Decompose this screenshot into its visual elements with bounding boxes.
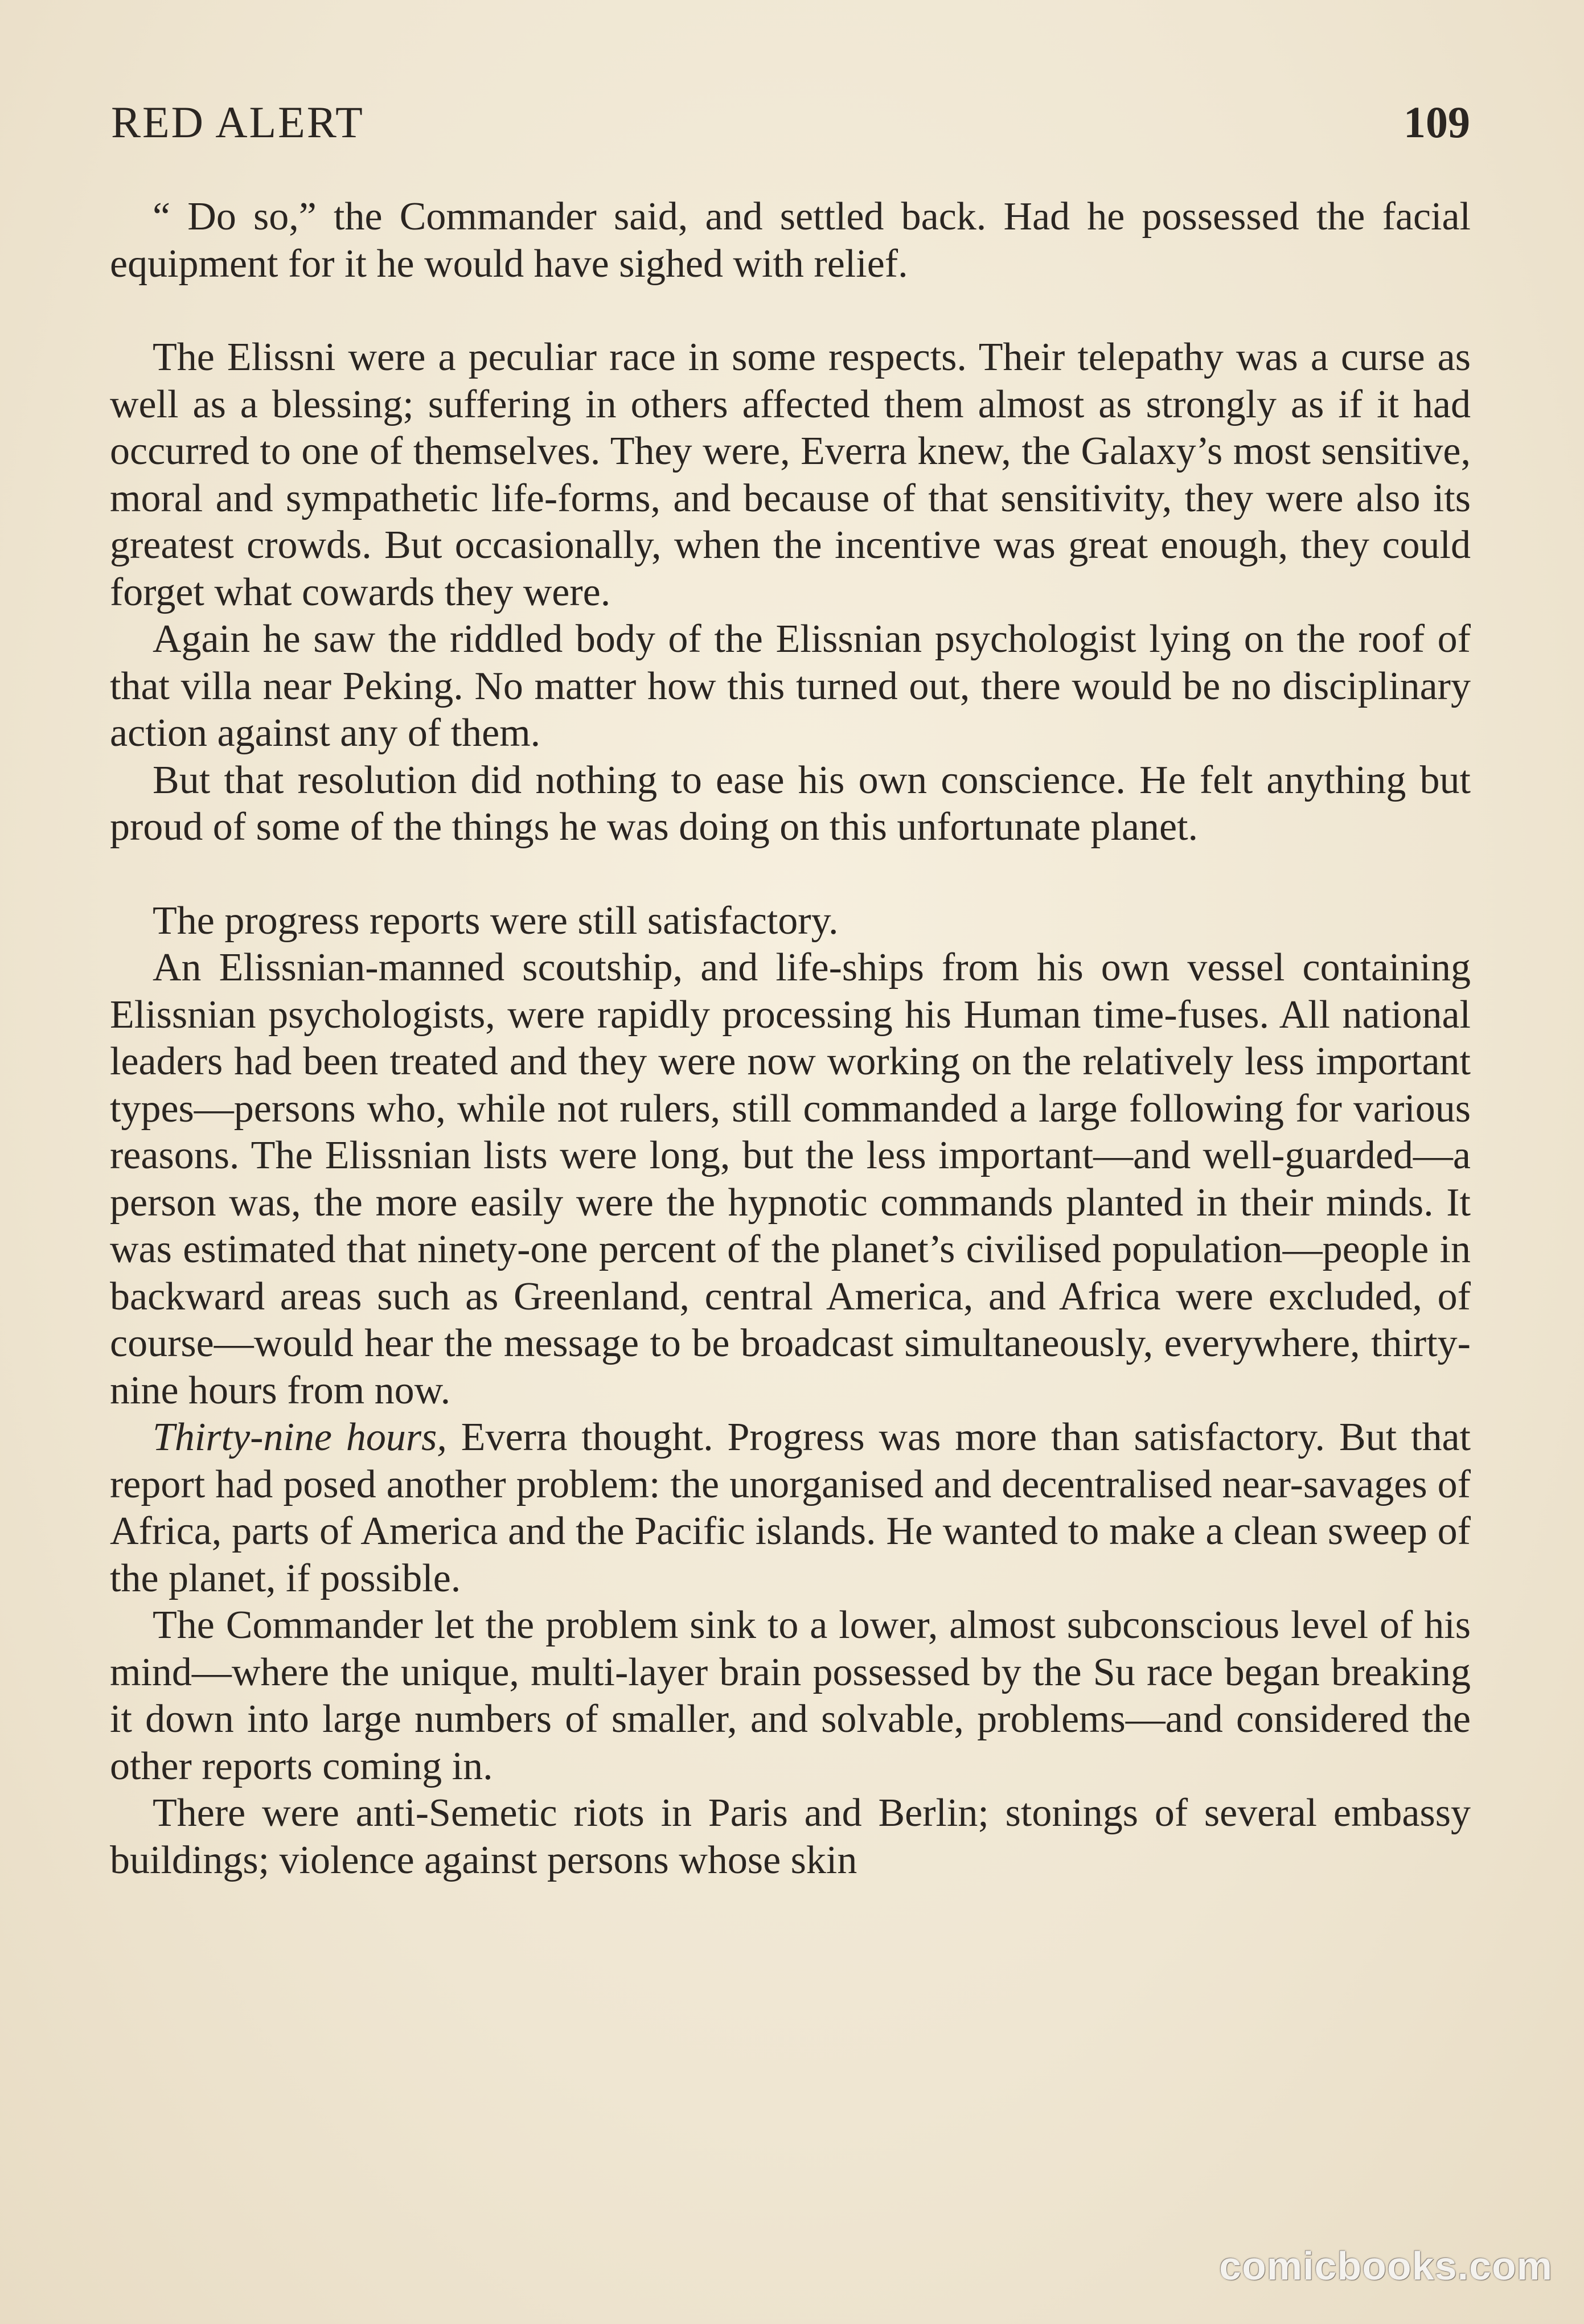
paragraph-2: The Elissni were a peculiar race in some respects. Their telepathy was a curse as well as a blessing; suffering in others affected them almost as strongly as if it had occurred to one of themselves. They were, Everra knew, the Galaxy’s most sensitive, moral and sympathetic life-forms, and because of that sensitivity, they were also its greatest crowds. But occasionally, when the incentive was great enough, they could forget what cowards they were. — [110, 335, 1471, 614]
paragraph-3: Again he saw the riddled body of the Elissnian psychologist lying on the roof of that villa near Peking. No matter how this turned out, there would be no disciplinary action against any of them. — [110, 617, 1471, 755]
running-title: RED ALERT — [111, 97, 364, 147]
paragraph-8: The Commander let the problem sink to a lower, almost subconscious level of his mind—where the unique, multi-layer brain possessed by the Su race began breaking it down into large numbers of smaller, and solvable, problems—and considered the other reports coming in. — [110, 1603, 1471, 1788]
section-break — [110, 288, 1471, 334]
watermark: comicbooks.com — [1219, 2244, 1553, 2288]
paragraph-4: But that resolution did nothing to ease his own conscience. He felt anything but proud of some of the things he was doing on this unfortunate planet. — [110, 758, 1471, 849]
body-text — [110, 194, 1471, 1884]
paragraph-5: The progress reports were still satisfactory. — [153, 898, 839, 943]
paragraph-7 — [110, 1414, 1471, 1602]
paragraph-7-italic: Thirty-nine hours, — [153, 1415, 447, 1459]
paragraph-9: There were anti-Semetic riots in Paris and Berlin; stonings of several embassy buildings; violence against persons whose skin — [110, 1791, 1471, 1882]
page-number: 109 — [1404, 97, 1470, 147]
page-header — [111, 97, 1470, 154]
paragraph-7-rest: Everra thought. Progress was more than satisfactory. But that report had posed another problem: the unorganised and decentralised near-savages of Africa, parts of America and the Pacific islands. He wanted to make a clean sweep of the planet, if possible. — [110, 1415, 1471, 1600]
section-break — [110, 851, 1471, 898]
paragraph-6: An Elissnian-manned scoutship, and life-ships from his own vessel containing Elissnian psychologists, were rapidly processing his Human time-fuses. All national leaders had been treated and they were now working on the relatively less important types—persons who, while not rulers, still commanded a large following for various reasons. The Elissnian lists were long, but the less important—and well-guarded—a person was, the more easily were the hypnotic commands planted in their minds. It was estimated that ninety-one percent of the planet’s civilised population—people in backward areas such as Greenland, central America, and Africa were excluded, of course—would hear the message to be broadcast simultaneously, everywhere, thirty-nine hours from now. — [110, 946, 1471, 1413]
paragraph-1: “ Do so,” the Commander said, and settled back. Had he possessed the facial equipment for it he would have sighed with relief. — [110, 195, 1471, 286]
